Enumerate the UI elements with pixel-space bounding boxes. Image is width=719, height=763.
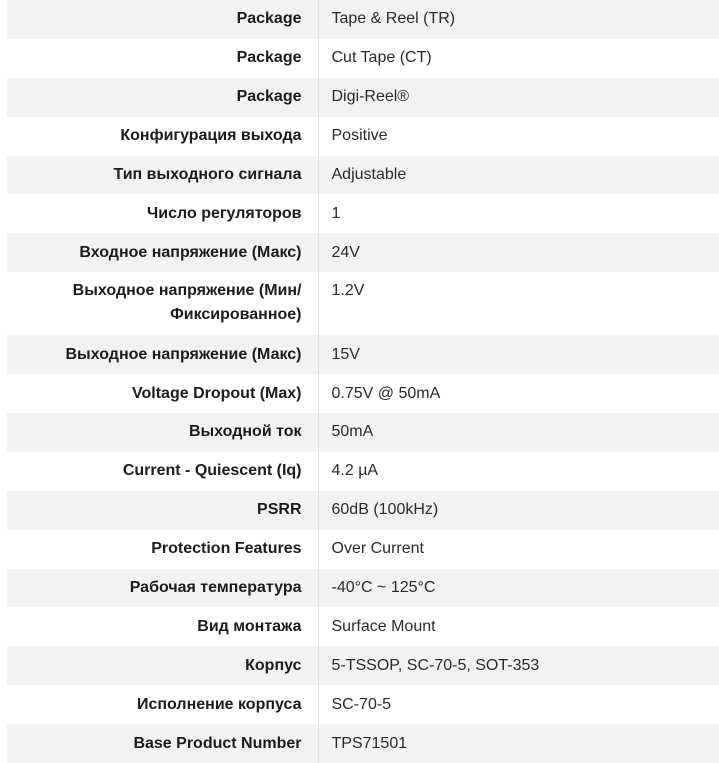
table-row — [7, 335, 719, 374]
table-row — [7, 78, 719, 117]
spec-value: TPS71501 — [318, 724, 719, 763]
spec-label: Выходное напряжение (Макс) — [7, 335, 318, 374]
spec-value: 5-TSSOP, SC-70-5, SOT-353 — [318, 646, 719, 685]
table-row — [7, 569, 719, 608]
table-row — [7, 233, 719, 272]
spec-label: Тип выходного сигнала — [7, 156, 318, 195]
table-row — [7, 156, 719, 195]
spec-value: 1 — [318, 194, 719, 233]
table-row — [7, 491, 719, 530]
spec-label: Package — [7, 0, 318, 39]
spec-label: Voltage Dropout (Max) — [132, 384, 302, 402]
spec-value: Adjustable — [318, 156, 719, 195]
spec-value: Tape & Reel (TR) — [318, 0, 719, 39]
spec-value: 24V — [318, 233, 719, 272]
spec-value: Digi-Reel® — [318, 78, 719, 117]
spec-label: Входное напряжение (Макс) — [7, 233, 318, 272]
spec-label: Выходной ток — [7, 413, 318, 452]
spec-label: Package — [7, 78, 318, 117]
table-row — [7, 724, 719, 763]
spec-value: 1.2V — [318, 272, 719, 335]
spec-label: Protection Features — [151, 540, 302, 558]
table-row — [7, 413, 719, 452]
table-row — [7, 685, 719, 724]
table-row — [7, 646, 719, 685]
spec-label: Вид монтажа — [197, 617, 302, 635]
table-row — [7, 0, 719, 39]
table-row — [7, 530, 719, 569]
spec-label: PSRR — [7, 491, 318, 530]
spec-value: 60dB (100kHz) — [318, 491, 719, 530]
spec-label: Base Product Number — [7, 724, 318, 763]
table-row — [7, 39, 719, 78]
spec-value: Surface Mount — [318, 607, 719, 646]
spec-value: Over Current — [318, 530, 719, 569]
spec-value: SC-70-5 — [318, 685, 719, 724]
spec-label: Исполнение корпуса — [136, 695, 302, 713]
spec-label: Package — [236, 49, 302, 67]
table-row — [7, 374, 719, 413]
spec-table — [7, 0, 719, 763]
spec-label: Current - Quiescent (Iq) — [122, 462, 302, 480]
spec-value: 15V — [318, 335, 719, 374]
table-row — [7, 452, 719, 491]
table-row — [7, 272, 719, 335]
spec-label: Конфигурация выхода — [120, 127, 302, 145]
spec-value: 0.75V @ 50mA — [318, 374, 719, 413]
table-row — [7, 194, 719, 233]
spec-label: Выходное напряжение (Мин/ Фиксированное) — [72, 282, 302, 324]
spec-label: Число регуляторов — [147, 204, 302, 222]
spec-label: Корпус — [7, 646, 318, 685]
table-row — [7, 117, 719, 156]
spec-value: Positive — [318, 117, 719, 156]
table-row — [7, 607, 719, 646]
spec-value: 4.2 µA — [318, 452, 719, 491]
spec-value: -40°C ~ 125°C — [318, 569, 719, 608]
spec-label: Рабочая температура — [7, 569, 318, 608]
spec-value: 50mA — [318, 413, 719, 452]
spec-value: Cut Tape (CT) — [318, 39, 719, 78]
